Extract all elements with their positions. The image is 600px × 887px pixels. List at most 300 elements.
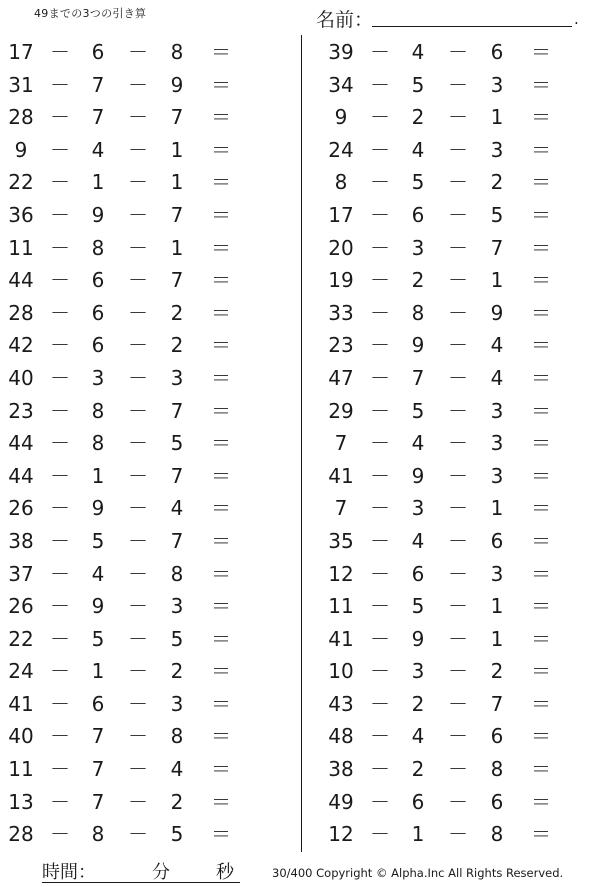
problem-row bbox=[0, 329, 300, 362]
subtrahend-2: 3 bbox=[490, 72, 504, 97]
equals-sign: ＝ bbox=[211, 105, 231, 130]
subtrahend-2: 8 bbox=[490, 822, 504, 847]
equals-sign: ＝ bbox=[211, 789, 231, 814]
problem-row bbox=[320, 297, 600, 330]
subtrahend-2: 1 bbox=[170, 170, 184, 195]
problem-row bbox=[0, 688, 300, 721]
subtrahend-1: 7 bbox=[91, 105, 105, 130]
problem-row bbox=[0, 36, 300, 69]
subtrahend-1: 6 bbox=[91, 268, 105, 293]
problem-row bbox=[320, 395, 600, 428]
subtrahend-2: 6 bbox=[490, 789, 504, 814]
minus-sign: － bbox=[50, 333, 70, 358]
subtrahend-1: 3 bbox=[411, 235, 425, 260]
minus-sign: － bbox=[448, 431, 468, 456]
subtrahend-2: 1 bbox=[490, 268, 504, 293]
minus-sign: － bbox=[448, 105, 468, 130]
minus-sign: － bbox=[128, 594, 148, 619]
minus-sign: － bbox=[128, 300, 148, 325]
equals-sign: ＝ bbox=[531, 724, 551, 749]
subtrahend-2: 7 bbox=[170, 528, 184, 553]
minus-sign: － bbox=[128, 268, 148, 293]
minus-sign: － bbox=[370, 235, 390, 260]
minus-sign: － bbox=[370, 822, 390, 847]
minuend: 41 bbox=[8, 691, 34, 716]
equals-sign: ＝ bbox=[531, 691, 551, 716]
subtrahend-1: 8 bbox=[91, 431, 105, 456]
subtrahend-1: 7 bbox=[91, 757, 105, 782]
subtrahend-1: 9 bbox=[411, 333, 425, 358]
problem-row bbox=[0, 460, 300, 493]
minus-sign: － bbox=[448, 659, 468, 684]
problem-row bbox=[0, 101, 300, 134]
minus-sign: － bbox=[50, 659, 70, 684]
minus-sign: － bbox=[448, 365, 468, 390]
subtrahend-2: 3 bbox=[490, 431, 504, 456]
subtrahend-1: 6 bbox=[411, 561, 425, 586]
minus-sign: － bbox=[370, 40, 390, 64]
problem-row bbox=[320, 590, 600, 623]
problem-column-left bbox=[0, 36, 300, 851]
minuend: 12 bbox=[328, 822, 354, 847]
minuend: 9 bbox=[334, 105, 348, 130]
minus-sign: － bbox=[50, 724, 70, 749]
subtrahend-1: 6 bbox=[91, 691, 105, 716]
minuend: 36 bbox=[8, 202, 34, 227]
problem-row bbox=[320, 688, 600, 721]
equals-sign: ＝ bbox=[211, 431, 231, 456]
subtrahend-1: 8 bbox=[411, 300, 425, 325]
minuend: 22 bbox=[8, 170, 34, 195]
minus-sign: － bbox=[50, 594, 70, 619]
subtrahend-2: 8 bbox=[170, 40, 184, 64]
subtrahend-1: 6 bbox=[411, 789, 425, 814]
problem-row bbox=[0, 166, 300, 199]
minus-sign: － bbox=[448, 691, 468, 716]
subtrahend-1: 9 bbox=[91, 496, 105, 521]
name-line-end: . bbox=[574, 10, 579, 28]
equals-sign: ＝ bbox=[531, 202, 551, 227]
minuend: 41 bbox=[328, 463, 354, 488]
subtrahend-1: 5 bbox=[411, 398, 425, 423]
minus-sign: － bbox=[128, 724, 148, 749]
problem-row bbox=[0, 720, 300, 753]
subtrahend-1: 1 bbox=[91, 463, 105, 488]
subtrahend-1: 5 bbox=[411, 170, 425, 195]
minus-sign: － bbox=[128, 757, 148, 782]
subtrahend-2: 5 bbox=[170, 431, 184, 456]
problem-row bbox=[320, 101, 600, 134]
subtrahend-1: 1 bbox=[91, 170, 105, 195]
subtrahend-2: 3 bbox=[490, 398, 504, 423]
minuend: 44 bbox=[8, 463, 34, 488]
minus-sign: － bbox=[448, 268, 468, 293]
minus-sign: － bbox=[50, 757, 70, 782]
equals-sign: ＝ bbox=[211, 659, 231, 684]
page-counter: 30/400 bbox=[272, 866, 313, 880]
problem-row bbox=[0, 134, 300, 167]
minus-sign: － bbox=[128, 626, 148, 651]
minus-sign: － bbox=[370, 724, 390, 749]
problem-column-right bbox=[320, 36, 600, 851]
subtrahend-2: 2 bbox=[170, 659, 184, 684]
minuend: 22 bbox=[8, 626, 34, 651]
minus-sign: － bbox=[448, 822, 468, 847]
subtrahend-2: 7 bbox=[170, 268, 184, 293]
minus-sign: － bbox=[50, 202, 70, 227]
minuend: 11 bbox=[8, 757, 34, 782]
minus-sign: － bbox=[370, 757, 390, 782]
minus-sign: － bbox=[448, 496, 468, 521]
minus-sign: － bbox=[370, 398, 390, 423]
minus-sign: － bbox=[128, 659, 148, 684]
subtrahend-2: 7 bbox=[490, 691, 504, 716]
name-label: 名前： bbox=[316, 9, 374, 31]
minuend: 28 bbox=[8, 105, 34, 130]
minuend: 23 bbox=[8, 398, 34, 423]
minus-sign: － bbox=[50, 528, 70, 553]
subtrahend-2: 7 bbox=[170, 463, 184, 488]
subtrahend-2: 1 bbox=[170, 235, 184, 260]
minuend: 24 bbox=[8, 659, 34, 684]
equals-sign: ＝ bbox=[211, 398, 231, 423]
equals-sign: ＝ bbox=[211, 268, 231, 293]
minus-sign: － bbox=[128, 40, 148, 64]
problem-row bbox=[0, 525, 300, 558]
minus-sign: － bbox=[370, 170, 390, 195]
problem-row bbox=[0, 492, 300, 525]
equals-sign: ＝ bbox=[211, 496, 231, 521]
subtrahend-1: 8 bbox=[91, 235, 105, 260]
equals-sign: ＝ bbox=[531, 431, 551, 456]
subtrahend-1: 3 bbox=[411, 659, 425, 684]
subtrahend-1: 6 bbox=[91, 333, 105, 358]
equals-sign: ＝ bbox=[211, 365, 231, 390]
minuend: 42 bbox=[8, 333, 34, 358]
subtrahend-2: 3 bbox=[170, 594, 184, 619]
equals-sign: ＝ bbox=[531, 659, 551, 684]
minus-sign: － bbox=[370, 528, 390, 553]
subtrahend-2: 1 bbox=[170, 137, 184, 162]
subtrahend-2: 9 bbox=[170, 72, 184, 97]
minus-sign: － bbox=[448, 235, 468, 260]
problem-row bbox=[0, 395, 300, 428]
equals-sign: ＝ bbox=[211, 822, 231, 847]
minus-sign: － bbox=[448, 170, 468, 195]
equals-sign: ＝ bbox=[211, 40, 231, 64]
subtrahend-1: 7 bbox=[91, 72, 105, 97]
subtrahend-1: 7 bbox=[411, 365, 425, 390]
subtrahend-1: 7 bbox=[91, 724, 105, 749]
minuend: 11 bbox=[328, 594, 354, 619]
minus-sign: － bbox=[448, 594, 468, 619]
subtrahend-2: 2 bbox=[490, 170, 504, 195]
minus-sign: － bbox=[50, 365, 70, 390]
problem-row bbox=[320, 36, 600, 69]
time-field[interactable] bbox=[42, 858, 240, 883]
minuend: 9 bbox=[14, 137, 28, 162]
equals-sign: ＝ bbox=[211, 594, 231, 619]
subtrahend-1: 1 bbox=[91, 659, 105, 684]
subtrahend-1: 4 bbox=[411, 528, 425, 553]
minuend: 28 bbox=[8, 300, 34, 325]
subtrahend-1: 9 bbox=[411, 626, 425, 651]
problem-row bbox=[0, 818, 300, 851]
subtrahend-1: 2 bbox=[411, 757, 425, 782]
minus-sign: － bbox=[370, 268, 390, 293]
minus-sign: － bbox=[50, 137, 70, 162]
minus-sign: － bbox=[128, 822, 148, 847]
equals-sign: ＝ bbox=[531, 170, 551, 195]
equals-sign: ＝ bbox=[211, 137, 231, 162]
subtrahend-2: 6 bbox=[490, 40, 504, 64]
footer-info bbox=[272, 866, 563, 880]
problem-row bbox=[320, 818, 600, 851]
minuend: 13 bbox=[8, 789, 34, 814]
problem-row bbox=[0, 623, 300, 656]
minus-sign: － bbox=[448, 398, 468, 423]
column-divider bbox=[301, 35, 302, 852]
minus-sign: － bbox=[448, 333, 468, 358]
minus-sign: － bbox=[448, 300, 468, 325]
problem-row bbox=[0, 427, 300, 460]
worksheet-title: 49までの3つの引き算 bbox=[34, 7, 147, 20]
minuend: 23 bbox=[328, 333, 354, 358]
minus-sign: － bbox=[128, 105, 148, 130]
subtrahend-2: 4 bbox=[170, 757, 184, 782]
copyright-text: Copyright © Alpha.Inc All Rights Reserved. bbox=[316, 866, 564, 880]
equals-sign: ＝ bbox=[531, 333, 551, 358]
minus-sign: － bbox=[50, 496, 70, 521]
subtrahend-1: 4 bbox=[411, 137, 425, 162]
subtrahend-2: 8 bbox=[490, 757, 504, 782]
equals-sign: ＝ bbox=[531, 137, 551, 162]
minuend: 37 bbox=[8, 561, 34, 586]
minus-sign: － bbox=[128, 561, 148, 586]
equals-sign: ＝ bbox=[531, 757, 551, 782]
minuend: 49 bbox=[328, 789, 354, 814]
minuend: 38 bbox=[8, 528, 34, 553]
minuend: 35 bbox=[328, 528, 354, 553]
minus-sign: － bbox=[128, 691, 148, 716]
problem-row bbox=[320, 362, 600, 395]
subtrahend-1: 6 bbox=[411, 202, 425, 227]
seconds-label: 秒 bbox=[216, 862, 234, 883]
problem-row bbox=[0, 786, 300, 819]
subtrahend-2: 2 bbox=[170, 789, 184, 814]
subtrahend-2: 2 bbox=[170, 300, 184, 325]
problem-row bbox=[320, 264, 600, 297]
minus-sign: － bbox=[448, 724, 468, 749]
subtrahend-2: 1 bbox=[490, 105, 504, 130]
minuend: 40 bbox=[8, 365, 34, 390]
problem-row bbox=[0, 232, 300, 265]
minuend: 17 bbox=[8, 40, 34, 64]
time-label: 時間： bbox=[42, 862, 96, 883]
minus-sign: － bbox=[448, 757, 468, 782]
minuend: 38 bbox=[328, 757, 354, 782]
minus-sign: － bbox=[448, 137, 468, 162]
subtrahend-2: 3 bbox=[170, 365, 184, 390]
problem-row bbox=[320, 720, 600, 753]
minus-sign: － bbox=[128, 789, 148, 814]
subtrahend-2: 5 bbox=[490, 202, 504, 227]
equals-sign: ＝ bbox=[211, 300, 231, 325]
minus-sign: － bbox=[128, 333, 148, 358]
subtrahend-2: 4 bbox=[490, 333, 504, 358]
problem-row bbox=[0, 753, 300, 786]
minus-sign: － bbox=[370, 300, 390, 325]
minus-sign: － bbox=[370, 333, 390, 358]
minus-sign: － bbox=[370, 594, 390, 619]
minus-sign: － bbox=[50, 40, 70, 64]
problem-row bbox=[320, 460, 600, 493]
subtrahend-2: 8 bbox=[170, 561, 184, 586]
equals-sign: ＝ bbox=[531, 105, 551, 130]
equals-sign: ＝ bbox=[211, 757, 231, 782]
minus-sign: － bbox=[370, 626, 390, 651]
equals-sign: ＝ bbox=[531, 365, 551, 390]
subtrahend-2: 3 bbox=[490, 561, 504, 586]
subtrahend-1: 4 bbox=[411, 40, 425, 64]
problem-row bbox=[320, 525, 600, 558]
minuend: 44 bbox=[8, 268, 34, 293]
minus-sign: － bbox=[370, 463, 390, 488]
subtrahend-1: 2 bbox=[411, 105, 425, 130]
minus-sign: － bbox=[50, 431, 70, 456]
subtrahend-2: 5 bbox=[170, 822, 184, 847]
subtrahend-1: 5 bbox=[91, 528, 105, 553]
minuend: 26 bbox=[8, 594, 34, 619]
subtrahend-1: 6 bbox=[91, 300, 105, 325]
minus-sign: － bbox=[128, 137, 148, 162]
problem-row bbox=[0, 297, 300, 330]
subtrahend-1: 4 bbox=[411, 724, 425, 749]
minus-sign: － bbox=[448, 72, 468, 97]
subtrahend-1: 4 bbox=[411, 431, 425, 456]
minus-sign: － bbox=[128, 431, 148, 456]
minuend: 44 bbox=[8, 431, 34, 456]
equals-sign: ＝ bbox=[531, 463, 551, 488]
minus-sign: － bbox=[128, 463, 148, 488]
equals-sign: ＝ bbox=[211, 561, 231, 586]
subtrahend-2: 3 bbox=[170, 691, 184, 716]
minus-sign: － bbox=[50, 268, 70, 293]
subtrahend-2: 7 bbox=[170, 202, 184, 227]
subtrahend-1: 4 bbox=[91, 561, 105, 586]
minus-sign: － bbox=[50, 822, 70, 847]
subtrahend-2: 2 bbox=[490, 659, 504, 684]
problem-row bbox=[0, 590, 300, 623]
minus-sign: － bbox=[370, 137, 390, 162]
minus-sign: － bbox=[448, 40, 468, 64]
problem-row bbox=[0, 199, 300, 232]
problem-row bbox=[320, 427, 600, 460]
subtrahend-1: 5 bbox=[411, 72, 425, 97]
equals-sign: ＝ bbox=[211, 463, 231, 488]
subtrahend-1: 8 bbox=[91, 398, 105, 423]
minuend: 43 bbox=[328, 691, 354, 716]
problem-row bbox=[320, 786, 600, 819]
equals-sign: ＝ bbox=[531, 235, 551, 260]
subtrahend-2: 9 bbox=[490, 300, 504, 325]
minus-sign: － bbox=[50, 105, 70, 130]
minus-sign: － bbox=[128, 496, 148, 521]
minus-sign: － bbox=[50, 691, 70, 716]
problem-row bbox=[320, 623, 600, 656]
subtrahend-2: 1 bbox=[490, 594, 504, 619]
minuend: 29 bbox=[328, 398, 354, 423]
problem-row bbox=[0, 558, 300, 591]
minutes-label: 分 bbox=[152, 862, 170, 883]
minus-sign: － bbox=[370, 789, 390, 814]
problem-row bbox=[320, 232, 600, 265]
equals-sign: ＝ bbox=[211, 235, 231, 260]
problem-row bbox=[0, 655, 300, 688]
subtrahend-1: 3 bbox=[411, 496, 425, 521]
minus-sign: － bbox=[370, 202, 390, 227]
minus-sign: － bbox=[50, 463, 70, 488]
minus-sign: － bbox=[448, 561, 468, 586]
equals-sign: ＝ bbox=[531, 40, 551, 64]
problem-row bbox=[320, 166, 600, 199]
minuend: 39 bbox=[328, 40, 354, 64]
subtrahend-2: 4 bbox=[170, 496, 184, 521]
subtrahend-2: 1 bbox=[490, 496, 504, 521]
minus-sign: － bbox=[448, 626, 468, 651]
subtrahend-2: 8 bbox=[170, 724, 184, 749]
equals-sign: ＝ bbox=[211, 333, 231, 358]
minus-sign: － bbox=[370, 431, 390, 456]
subtrahend-1: 3 bbox=[91, 365, 105, 390]
minus-sign: － bbox=[128, 398, 148, 423]
minus-sign: － bbox=[50, 235, 70, 260]
minuend: 17 bbox=[328, 202, 354, 227]
subtrahend-1: 9 bbox=[91, 202, 105, 227]
name-field[interactable] bbox=[372, 26, 572, 27]
minuend: 48 bbox=[328, 724, 354, 749]
minus-sign: － bbox=[50, 561, 70, 586]
minus-sign: － bbox=[370, 105, 390, 130]
subtrahend-2: 7 bbox=[490, 235, 504, 260]
subtrahend-2: 3 bbox=[490, 463, 504, 488]
problem-row bbox=[320, 329, 600, 362]
equals-sign: ＝ bbox=[211, 691, 231, 716]
equals-sign: ＝ bbox=[531, 268, 551, 293]
minus-sign: － bbox=[370, 691, 390, 716]
problem-row bbox=[320, 69, 600, 102]
subtrahend-1: 7 bbox=[91, 789, 105, 814]
minus-sign: － bbox=[50, 72, 70, 97]
minuend: 47 bbox=[328, 365, 354, 390]
minuend: 24 bbox=[328, 137, 354, 162]
minus-sign: － bbox=[370, 561, 390, 586]
equals-sign: ＝ bbox=[211, 626, 231, 651]
minus-sign: － bbox=[448, 789, 468, 814]
subtrahend-2: 5 bbox=[170, 626, 184, 651]
problem-row bbox=[0, 69, 300, 102]
minus-sign: － bbox=[50, 170, 70, 195]
equals-sign: ＝ bbox=[531, 626, 551, 651]
minus-sign: － bbox=[448, 202, 468, 227]
problem-row bbox=[320, 134, 600, 167]
problem-row bbox=[320, 492, 600, 525]
minuend: 34 bbox=[328, 72, 354, 97]
minus-sign: － bbox=[50, 626, 70, 651]
minuend: 7 bbox=[334, 496, 348, 521]
minuend: 8 bbox=[334, 170, 348, 195]
minuend: 31 bbox=[8, 72, 34, 97]
